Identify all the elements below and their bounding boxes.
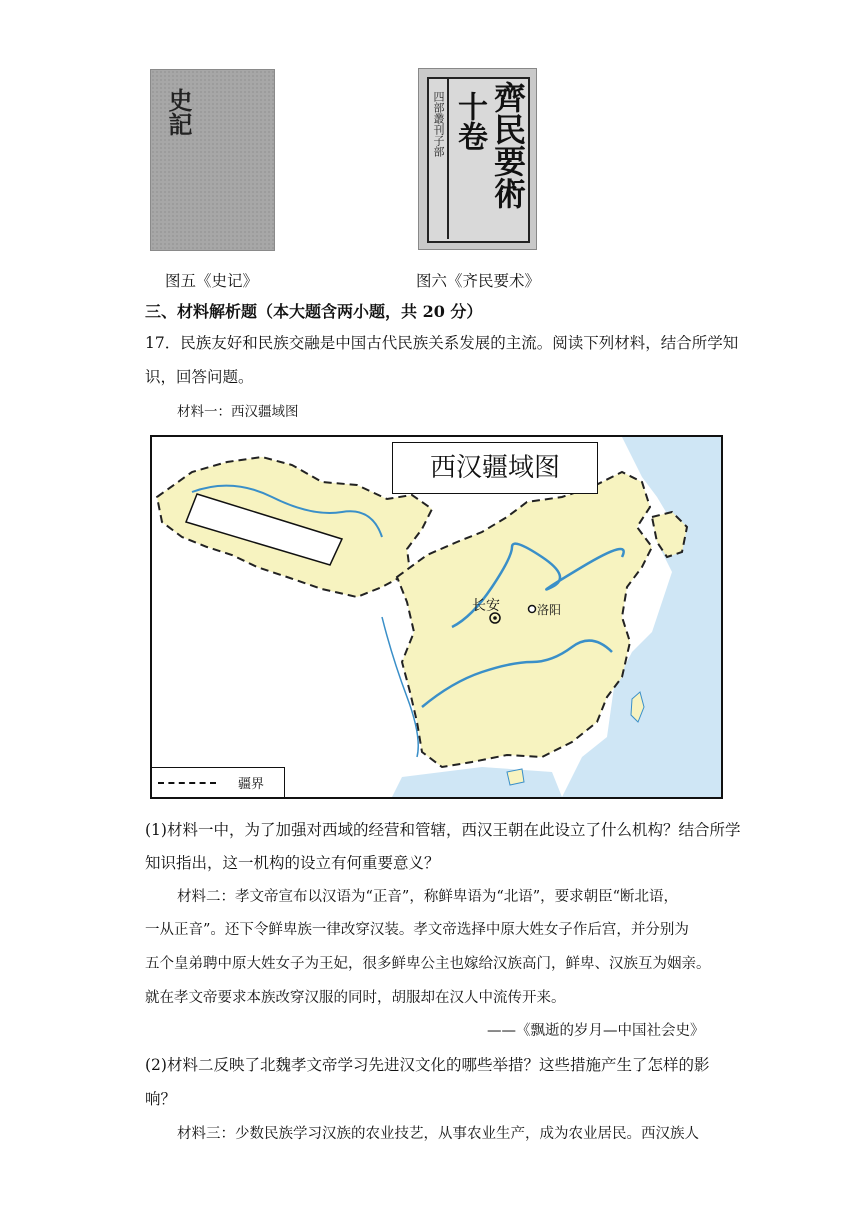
question17-line2: 识，回答问题。 (145, 368, 254, 386)
q2-line2: 响？ (145, 1090, 177, 1108)
shiji-image-text: 史記 (164, 88, 193, 136)
hainan-island (507, 769, 524, 785)
q1-line1: (1)材料一中，为了加强对西域的经营和管辖，西汉王朝在此设立了什么机构？结合所学 (145, 821, 741, 839)
book-cover-title: 齊民要術 (489, 81, 527, 209)
material1-label: 材料一：西汉疆域图 (177, 404, 299, 420)
shiji-image (150, 69, 275, 251)
western-han-map (150, 435, 723, 799)
book-cover-volumes: 十卷 (452, 91, 487, 151)
legend-label: 疆界 (238, 777, 265, 792)
material3-line1: 材料三：少数民族学习汉族的农业技艺，从事农业生产，成为农业居民。西汉族人 (177, 1126, 699, 1142)
southern-sea (392, 767, 562, 797)
book-cover-series: 四部叢刊子部 (432, 91, 445, 157)
material2-source: ——《飘逝的岁月—中国社会史》 (487, 1023, 705, 1039)
material2-line4: 就在孝文帝要求本族改穿汉服的同时，胡服却在汉人中流传开来。 (145, 990, 566, 1006)
book-cover-divider (447, 77, 449, 239)
qimin-yaoshu-image (418, 68, 537, 250)
figure6-caption: 图六《齐民要术》 (416, 272, 541, 290)
q2-line1: (2)材料二反映了北魏孝文帝学习先进汉文化的哪些举措？这些措施产生了怎样的影 (145, 1056, 710, 1074)
material2-line2: 一从正音”。还下令鲜卑族一律改穿汉装。孝文帝选择中原大姓女子作后宫，并分别为 (145, 922, 689, 938)
changan-label: 长安 (472, 598, 500, 614)
map-title: 西汉疆域图 (392, 442, 598, 494)
q1-line2: 知识指出，这一机构的设立有何重要意义？ (145, 854, 440, 872)
map-legend (152, 767, 285, 798)
legend-dash-symbol (158, 782, 216, 784)
question17-line1: 17．民族友好和民族交融是中国古代民族关系发展的主流。阅读下列材料，结合所学知 (145, 334, 739, 352)
figure5-caption: 图五《史记》 (165, 272, 259, 290)
section-heading: 三、材料解析题（本大题含两小题，共 20 分） (145, 302, 483, 321)
luoyang-marker (529, 606, 536, 613)
luoyang-label: 洛阳 (537, 603, 562, 617)
material2-line1: 材料二：孝文帝宣布以汉语为“正音”，称鲜卑语为“北语”，要求朝臣“断北语， (177, 889, 679, 905)
material2-line3: 五个皇弟聘中原大姓女子为王妃，很多鲜卑公主也嫁给汉族高门，鲜卑、汉族互为姻亲。 (145, 956, 711, 972)
